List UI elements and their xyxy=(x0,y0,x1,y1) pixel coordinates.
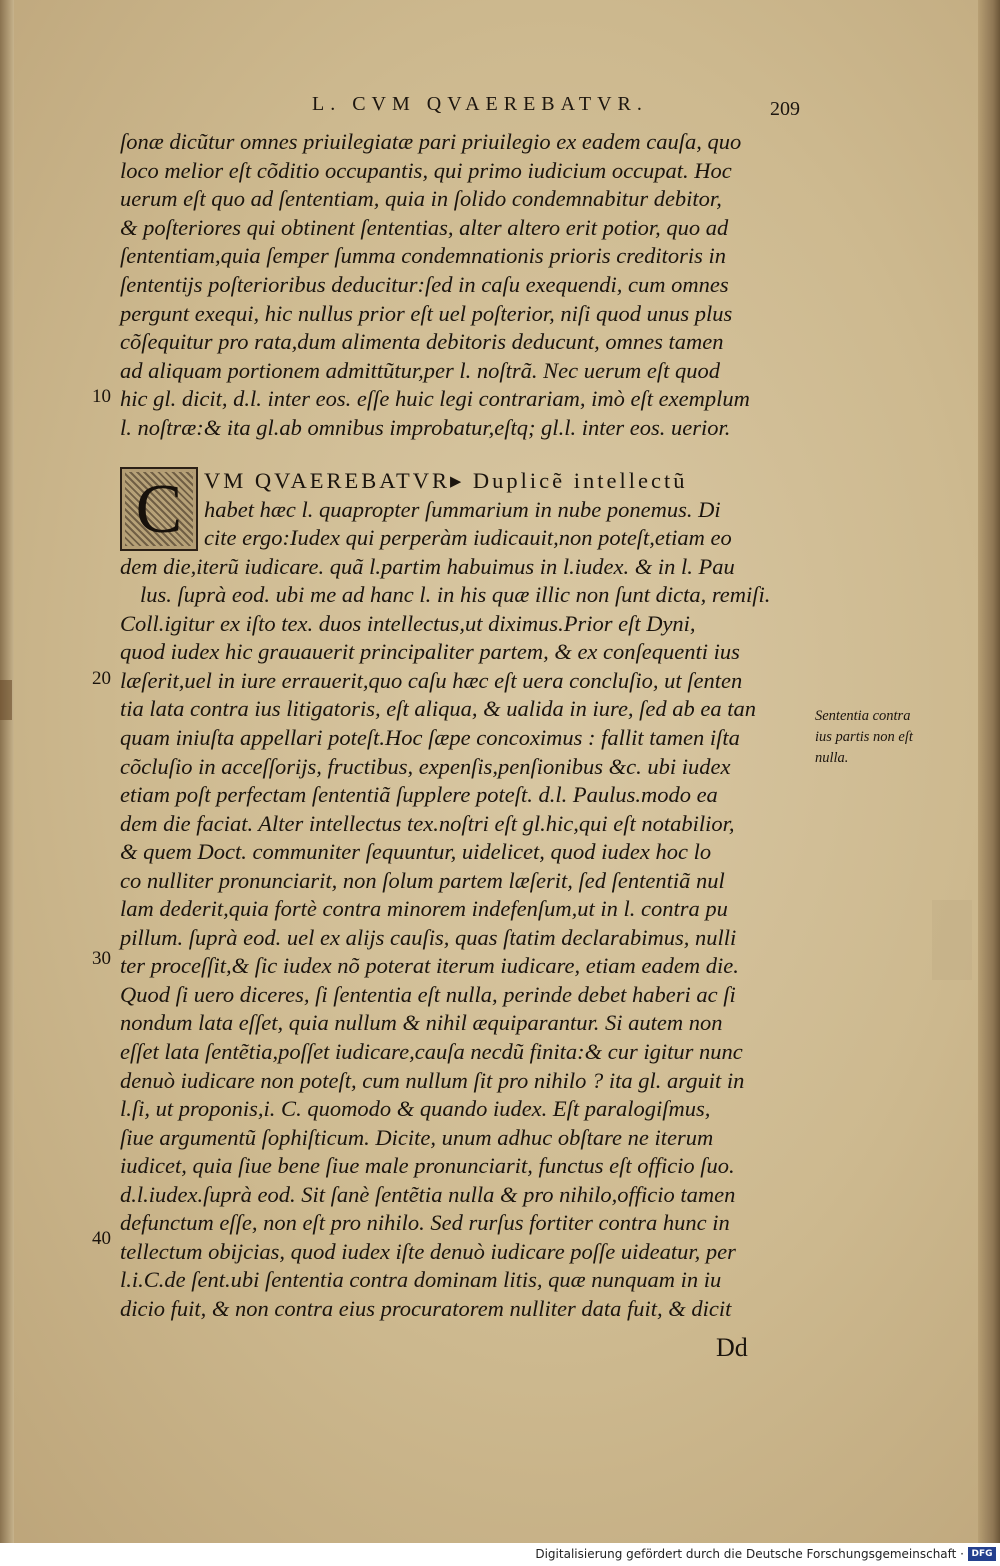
page-fore-edge xyxy=(978,0,1000,1543)
running-head: L. CVM QVAEREBATVR. xyxy=(312,93,648,115)
margin-note-line: nulla. xyxy=(815,750,849,766)
text-line: defunctum eſſe, non eſt pro nihilo. Sed rurſus fortiter contra hunc in xyxy=(120,1210,730,1236)
text-line: ſententijs poſterioribus deducitur:ſed in caſu exequendi, cum omnes xyxy=(120,272,729,297)
stain xyxy=(0,680,12,720)
text-line: læſerit,uel in iure errauerit,quo caſu hæc eſt uera concluſio, ut ſenten xyxy=(120,667,743,693)
text-line: eſſet lata ſentẽtia,poſſet iudicare,cauſa necdũ finita:& cur igitur nunc xyxy=(120,1039,743,1064)
margin-note xyxy=(815,706,935,769)
text-line: ſonæ dicũtur omnes priuilegiatæ pari priuilegio ex eadem cauſa, quo xyxy=(120,129,742,154)
text-line: etiam poſt perfectam ſententiã ſupplere poteſt. d.l. Paulus.modo ea xyxy=(120,782,718,808)
text-line: cõſequitur pro rata,dum alimenta debitoris deducunt, omnes tamen xyxy=(120,329,724,355)
text-line: dicio fuit, & non contra eius procuratorem nulliter data fuit, & dicit xyxy=(120,1295,732,1321)
text-line: d.l.iudex.ſuprà eod. Sit ſanè ſentẽtia nulla & pro nihilo,officio tamen xyxy=(120,1181,736,1207)
text-line: VM QVAEREBATVR▸ Duplicẽ intellectũ xyxy=(204,468,688,493)
margin-note-line: Sententia contra xyxy=(815,708,911,724)
text-line: dem die,iterũ iudicare. quã l.partim habuimus in l.iudex. & in l. Pau xyxy=(120,553,735,579)
initial-letter: C xyxy=(135,471,183,548)
stain xyxy=(932,900,972,980)
text-line: ter proceſſit,& ſic iudex nõ poterat iterum iudicare, etiam eadem die. xyxy=(120,953,739,979)
text-line: tellectum obijcias, quod iudex iſte denuò iudicare poſſe uideatur, per xyxy=(120,1238,736,1264)
text-line: l.ſi, ut proponis,i. C. quomodo & quando iudex. Eſt paralogiſmus, xyxy=(120,1096,711,1122)
text-line: ſiue argumentũ ſophiſticum. Dicite, unum adhuc obſtare ne iterum xyxy=(120,1124,714,1150)
text-line: co nulliter pronunciarit, non ſolum partem læſerit, ſed ſententiã nul xyxy=(120,867,725,893)
text-line: l. noſtræ:& ita gl.ab omnibus improbatur,eſtq; gl.l. inter eos. uerior. xyxy=(120,415,731,440)
text-line: dem die faciat. Alter intellectus tex.noſtri eſt gl.hic,qui eſt notabilior, xyxy=(120,810,735,836)
footer-bar xyxy=(0,1543,1000,1566)
text-line: l.i.C.de ſent.ubi ſententia contra dominam litis, quæ nunquam in iu xyxy=(120,1267,722,1293)
text-line: quam iniuſta appellari poteſt.Hoc ſæpe concoximus : fallit tamen iſta xyxy=(120,724,740,750)
line-number: 30 xyxy=(92,948,111,969)
line-number: 10 xyxy=(92,386,111,407)
margin-note-line: ius partis non eſt xyxy=(815,729,913,745)
page-number: 209 xyxy=(770,98,800,120)
text-line: & poſteriores qui obtinent ſententias, alter altero erit potior, quo ad xyxy=(120,214,729,240)
text-line: tia lata contra ius litigatoris, eſt aliqua, & ualida in iure, ſed ab ea tan xyxy=(120,696,757,722)
text-line: ſententiam,quia ſemper ſumma condemnationis prioris creditoris in xyxy=(120,243,726,269)
text-line: Coll.igitur ex iſto tex. duos intellectus,ut diximus.Prior eſt Dyni, xyxy=(120,610,696,636)
text-line: quod iudex hic grauauerit principaliter partem, & ex conſequenti ius xyxy=(120,639,740,665)
funding-notice: Digitalisierung gefördert durch die Deutsche Forschungsgemeinschaft · xyxy=(535,1547,964,1561)
binding-edge xyxy=(0,0,14,1543)
text-line: cõcluſio in acceſſorijs, fructibus, expenſis,penſionibus &c. ubi iudex xyxy=(120,753,731,779)
text-line: cite ergo:Iudex qui perperàm iudicauit,non poteſt,etiam eo xyxy=(204,525,732,551)
text-line: pillum. ſuprà eod. uel ex alijs cauſis, quas ſtatim declarabimus, nulli xyxy=(120,924,737,950)
text-line: lam dederit,quia fortè contra minorem indefenſum,ut in l. contra pu xyxy=(120,896,728,922)
text-line: nondum lata eſſet, quia nullum & nihil æquiparantur. Si autem non xyxy=(120,1010,723,1036)
text-line: Quod ſi uero diceres, ſi ſententia eſt nulla, perinde debet haberi ac ſi xyxy=(120,981,736,1007)
line-number: 20 xyxy=(92,668,111,689)
text-line: denuò iudicare non poteſt, cum nullum ſit pro nihilo ? ita gl. arguit in xyxy=(120,1067,745,1093)
catchword: Dd xyxy=(716,1333,748,1362)
line-number: 40 xyxy=(92,1228,111,1249)
text-line: hic gl. dicit, d.l. inter eos. eſſe huic legi contrariam, imò eſt exemplum xyxy=(120,386,750,412)
text-line: pergunt exequi, hic nullus prior eſt uel poſterior, niſi quod unus plus xyxy=(120,300,733,326)
text-line: loco melior eſt cõditio occupantis, qui primo iudicium occupat. Hoc xyxy=(120,157,732,183)
decorated-initial xyxy=(120,467,198,551)
text-line: ad aliquam portionem admittũtur,per l. noſtrã. Nec uerum eſt quod xyxy=(120,357,720,383)
text-line: uerum eſt quo ad ſententiam, quia in ſolido condemnabitur debitor, xyxy=(120,186,722,212)
text-line: iudicet, quia ſiue bene ſiue male pronunciarit, functus eſt officio ſuo. xyxy=(120,1153,735,1179)
dfg-logo-icon: DFG xyxy=(968,1547,996,1561)
text-line: habet hæc l. quapropter ſummarium in nube ponemus. Di xyxy=(204,496,721,522)
text-line: & quem Doct. communiter ſequuntur, uidelicet, quod iudex hoc lo xyxy=(120,839,712,865)
text-line: lus. ſuprà eod. ubi me ad hanc l. in his quæ illic non ſunt dicta, remiſi. xyxy=(140,582,771,608)
